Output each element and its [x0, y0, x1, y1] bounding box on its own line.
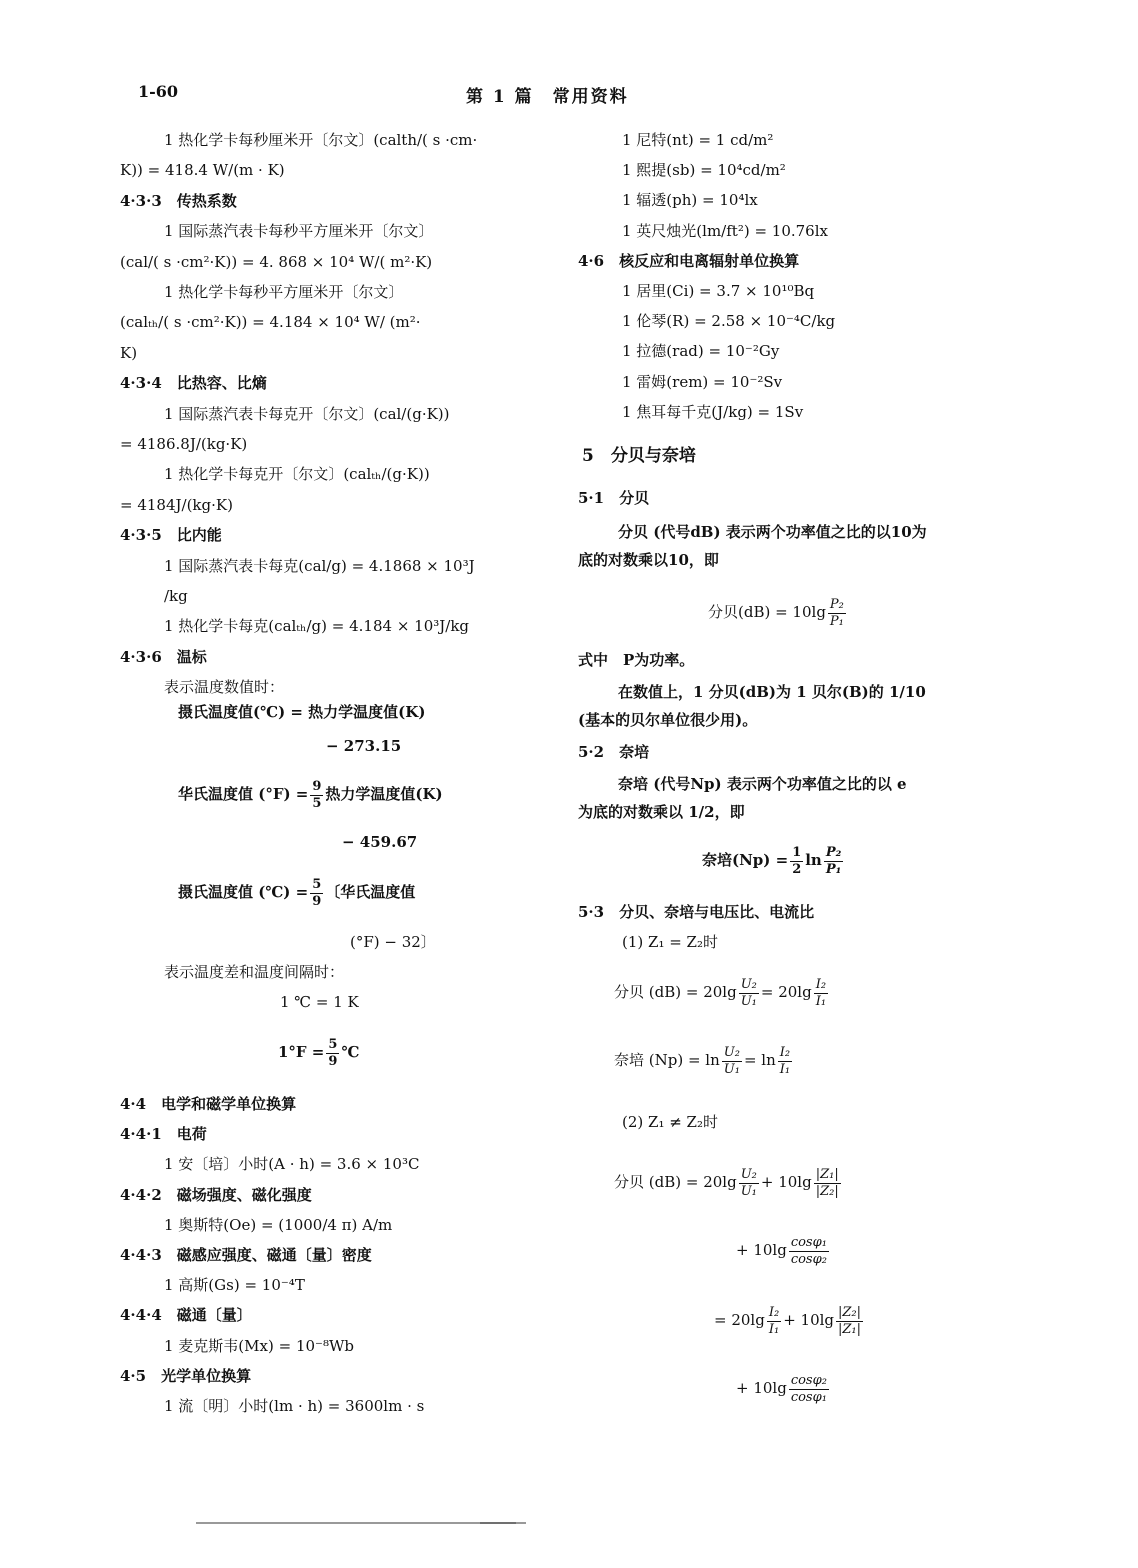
- subsection-5-3: 5·3 分贝、奈培与电压比、电流比: [578, 903, 815, 921]
- section-heading: 4·3·5 比内能: [120, 526, 222, 545]
- fraction: $\frac{\text{U₂}}{\text{U₁}}$: [723, 1044, 740, 1077]
- fraction: $\frac{\text{P₂}}{\text{P₁}}$: [829, 596, 844, 629]
- fraction: $\frac{\text{|Z₁|}}{\text{|Z₂|}}$: [815, 1166, 839, 1199]
- text-line: 1 热化学卡每秒厘米开〔尔文〕(calth/( s ·cm·: [164, 131, 478, 149]
- interval-celsius: 1 ℃ = 1 K: [280, 993, 359, 1011]
- fraction: $\frac{\text{I₂}}{\text{I₁}}$: [768, 1304, 780, 1337]
- db-impedance-formula-cos-2: + 10lg $\frac{\text{cosφ₂}}{\text{cosφ₁}}$: [736, 1372, 827, 1405]
- case-1: (1) Z₁ = Z₂时: [622, 933, 718, 951]
- text-line: 1 麦克斯韦(Mx) = 10⁻⁸Wb: [164, 1336, 354, 1355]
- db-voltage-current-formula: 分贝 (dB) = 20lg $\frac{\text{U₂}}{\text{U₁}}$ = 20lg $\frac{\text{I₂}}{\text{I₁}}$: [614, 976, 827, 1009]
- scan-mark: [480, 1522, 516, 1524]
- section-heading: 4·3·3 传热系数: [120, 191, 237, 210]
- fraction: $\frac{\text{I₂}}{\text{I₁}}$: [815, 976, 827, 1009]
- fraction: $\frac{\text{|Z₂|}}{\text{|Z₁|}}$: [838, 1304, 862, 1337]
- fraction: $\frac{\text{U₂}}{\text{U₁}}$: [740, 976, 757, 1009]
- text-line: 1 尼特(nt) = 1 cd/m²: [622, 131, 774, 149]
- fraction: $\frac{5}{9}$: [328, 1036, 338, 1069]
- fahrenheit-formula-tail: − 459.67: [342, 833, 418, 851]
- text-line: 1 高斯(Gs) = 10⁻⁴T: [164, 1276, 305, 1295]
- case-2: (2) Z₁ ≠ Z₂时: [622, 1113, 718, 1131]
- paragraph: 在数值上，1 分贝(dB)为 1 贝尔(B)的 1/10: [618, 683, 926, 701]
- text-line: 1 伦琴(R) = 2.58 × 10⁻⁴C/kg: [622, 312, 836, 331]
- paragraph: 底的对数乘以10，即: [578, 551, 719, 569]
- page-header: [124, 82, 1024, 108]
- db-impedance-formula: 分贝 (dB) = 20lg $\frac{\text{U₂}}{\text{U₁}}$ + 10lg $\frac{\text{|Z₁|}}{\text{|Z₂|}}$: [614, 1166, 839, 1199]
- interval-intro: 表示温度差和温度间隔时：: [164, 963, 345, 981]
- text-line: 1 国际蒸汽表卡每克(cal/g) = 4.1868 × 10³J: [164, 556, 475, 575]
- paragraph: (基本的贝尔单位很少用)。: [578, 711, 758, 729]
- fraction: $\frac{9}{5}$: [312, 778, 322, 811]
- text-line: 1 热化学卡每克开〔尔文〕(calₜₕ/(g·K)): [164, 465, 430, 484]
- section-heading: 4·4·4 磁通〔量〕: [120, 1306, 252, 1325]
- section-heading: 4·3·6 温标: [120, 647, 207, 666]
- celsius-formula: 摄氏温度值(℃) = 热力学温度值(K): [178, 703, 426, 721]
- page-number: 1-60: [138, 82, 179, 101]
- subsection-5-2: 5·2 奈培: [578, 743, 650, 761]
- text-line: 1 拉德(rad) = 10⁻²Gy: [622, 342, 780, 361]
- text-line: = 4184J/(kg·K): [120, 495, 233, 514]
- celsius-formula-tail: − 273.15: [326, 737, 402, 755]
- np-voltage-current-formula: 奈培 (Np) = ln $\frac{\text{U₂}}{\text{U₁}}$ = ln $\frac{\text{I₂}}{\text{I₁}}$: [614, 1044, 791, 1077]
- section-title: 5 分贝与奈培: [582, 446, 696, 466]
- section-heading: 4·4·3 磁感应强度、磁通〔量〕密度: [120, 1246, 372, 1264]
- text-line: 1 热化学卡每秒平方厘米开〔尔文〕: [164, 283, 404, 301]
- paragraph: 为底的对数乘以 1/2，即: [578, 803, 745, 821]
- text-line: 1 熙提(sb) = 10⁴cd/m²: [622, 161, 786, 180]
- formula-note: 式中 P为功率。: [578, 651, 695, 669]
- fraction: $\frac{\text{U₂}}{\text{U₁}}$: [740, 1166, 757, 1199]
- db-impedance-formula-current: = 20lg $\frac{\text{I₂}}{\text{I₁}}$ + 10lg $\frac{\text{|Z₂|}}{\text{|Z₁|}}$: [714, 1304, 862, 1337]
- running-title: 第 1 篇 常用资料: [466, 87, 629, 107]
- fraction: $\frac{5}{9}$: [312, 876, 322, 909]
- text-line: K): [120, 343, 138, 362]
- text-line: 1 国际蒸汽表卡每克开〔尔文〕(cal/(g·K)): [164, 404, 450, 423]
- text-line: 1 雷姆(rem) = 10⁻²Sv: [622, 372, 783, 391]
- scan-mark: [196, 1522, 526, 1524]
- celsius-from-fahrenheit-formula: 摄氏温度值 (℃) = $\frac{5}{9}$ 〔华氏温度值: [178, 876, 416, 909]
- text-line: K)) = 418.4 W/(m · K): [120, 161, 285, 180]
- text-line: 1 居里(Ci) = 3.7 × 10¹⁰Bq: [622, 282, 815, 300]
- subsection-5-1: 5·1 分贝: [578, 489, 650, 507]
- fraction: $\frac{\text{P₂}}{\text{P₁}}$: [825, 844, 842, 877]
- text-line: 1 国际蒸汽表卡每秒平方厘米开〔尔文〕: [164, 222, 434, 241]
- text-line: /kg: [164, 587, 188, 605]
- text-line: (cal/( s ·cm²·K)) = 4. 868 × 10⁴ W/( m²·K): [120, 252, 433, 271]
- section-heading: 4·5 光学单位换算: [120, 1366, 252, 1385]
- paragraph: 奈培 (代号Np) 表示两个功率值之比的以 e: [618, 775, 907, 793]
- paragraph: 分贝 (代号dB) 表示两个功率值之比的以10为: [618, 523, 927, 541]
- celsius-from-fahrenheit-tail: (°F) − 32〕: [350, 933, 436, 951]
- text-line: 1 英尺烛光(lm/ft²) = 10.76lx: [622, 221, 828, 240]
- section-heading: 4·3·4 比热容、比熵: [120, 374, 267, 393]
- text-line: 1 热化学卡每克(calₜₕ/g) = 4.184 × 10³J/kg: [164, 617, 470, 636]
- interval-fahrenheit: 1°F = $\frac{5}{9}$ ℃: [278, 1036, 360, 1069]
- np-formula: 奈培(Np) = $\frac{1}{2}$ ln $\frac{\text{P₂}}{\text{P₁}}$: [702, 844, 842, 877]
- fraction: $\frac{\text{I₂}}{\text{I₁}}$: [779, 1044, 791, 1077]
- fraction: $\frac{1}{2}$: [792, 844, 802, 877]
- text-line: 表示温度数值时：: [164, 678, 285, 697]
- text-line: 1 焦耳每千克(J/kg) = 1Sv: [622, 402, 804, 421]
- section-heading: 4·4·2 磁场强度、磁化强度: [120, 1185, 312, 1204]
- db-formula: 分贝(dB) = 10lg $\frac{\text{P₂}}{\text{P₁}}$: [708, 596, 844, 629]
- section-heading: 4·4 电学和磁学单位换算: [120, 1095, 297, 1113]
- section-heading: 4·4·1 电荷: [120, 1125, 207, 1144]
- db-impedance-formula-cos: + 10lg $\frac{\text{cosφ₁}}{\text{cosφ₂}}$: [736, 1234, 827, 1267]
- text-line: 1 辐透(ph) = 10⁴lx: [622, 191, 758, 210]
- text-line: = 4186.8J/(kg·K): [120, 435, 248, 453]
- fahrenheit-formula: 华氏温度值 (°F) = $\frac{9}{5}$ 热力学温度值(K): [178, 778, 443, 811]
- fraction: $\frac{\text{cosφ₂}}{\text{cosφ₁}}$: [790, 1372, 827, 1405]
- text-line: 1 流〔明〕小时(lm · h) = 3600lm · s: [164, 1397, 425, 1415]
- text-line: 1 奥斯特(Oe) = (1000/4 π) A/m: [164, 1215, 393, 1234]
- text-line: 1 安〔培〕小时(A · h) = 3.6 × 10³C: [164, 1155, 420, 1174]
- section-heading: 4·6 核反应和电离辐射单位换算: [578, 251, 800, 270]
- text-line: (calₜₕ/( s ·cm²·K)) = 4.184 × 10⁴ W/ (m²·: [120, 313, 421, 332]
- fraction: $\frac{\text{cosφ₁}}{\text{cosφ₂}}$: [790, 1234, 827, 1267]
